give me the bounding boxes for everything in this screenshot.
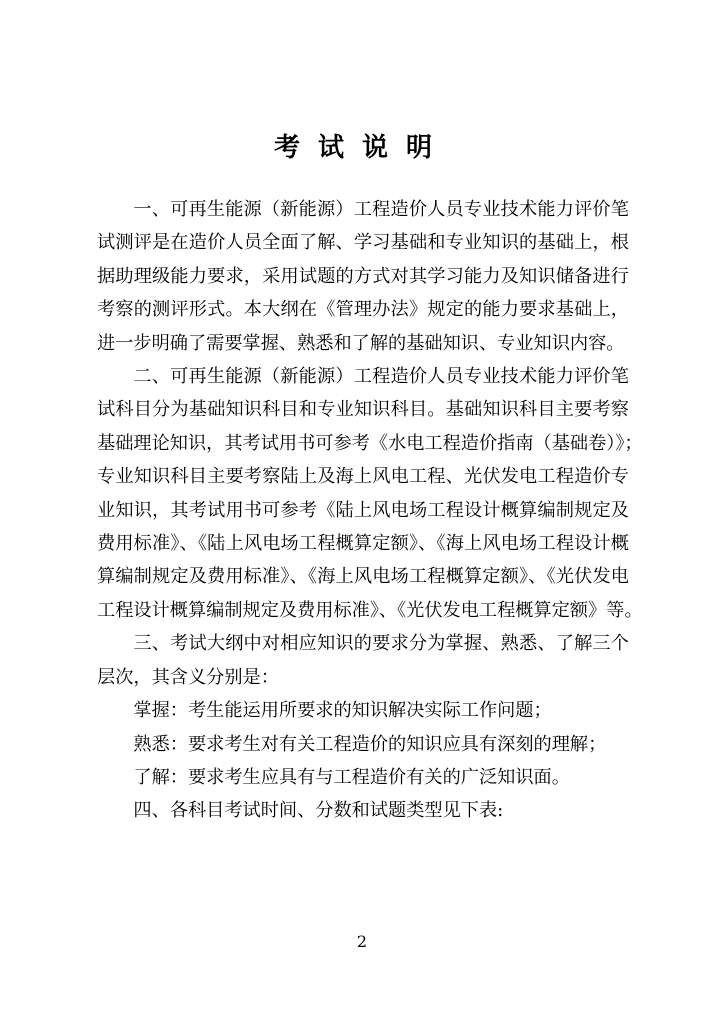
text-line: 三、考试大纲中对相应知识的要求分为掌握、熟悉、了解三个	[133, 633, 629, 655]
text-line: 费用标准》、《陆上风电场工程概算定额》、《海上风电场工程设计概	[97, 533, 629, 555]
text-line: 一、可再生能源（新能源）工程造价人员专业技术能力评价笔	[133, 199, 629, 220]
text-line: 进一步明确了需要掌握、熟悉和了解的基础知识、专业知识内容。	[97, 332, 625, 354]
text-line: 工程设计概算编制规定及费用标准》、《光伏发电工程概算定额》等。	[97, 599, 643, 621]
page-number: 2	[356, 932, 368, 951]
paragraph-1	[97, 193, 629, 360]
text-line: 掌握：考生能运用所要求的知识解决实际工作问题；	[133, 700, 552, 722]
text-line: 四、各科目考试时间、分数和试题类型见下表:	[133, 800, 504, 822]
text-line: 层次，其含义分别是：	[97, 666, 279, 688]
body-text	[97, 193, 643, 828]
text-line: 基础理论知识，其考试用书可参考《水电工程造价指南（基础卷）》；	[97, 432, 643, 454]
text-line: 算编制规定及费用标准》、《海上风电场工程概算定额》、《光伏发电	[97, 566, 629, 588]
text-line: 专业知识科目主要考察陆上及海上风电工程、光伏发电工程造价专	[97, 466, 629, 488]
text-line: 了解：要求考生应具有与工程造价有关的广泛知识面。	[133, 766, 570, 788]
text-line: 熟悉：要求考生对有关工程造价的知识应具有深刻的理解；	[133, 733, 607, 755]
paragraph-3	[97, 627, 629, 694]
definition-familiar	[97, 728, 629, 761]
text-line: 据助理级能力要求，采用试题的方式对其学习能力及知识储备进行	[97, 265, 629, 287]
text-line: 考察的测评形式。本大纲在《管理办法》规定的能力要求基础上，	[97, 299, 629, 321]
text-line: 二、可再生能源（新能源）工程造价人员专业技术能力评价笔	[133, 366, 629, 388]
paragraph-4	[97, 794, 629, 827]
definition-understand	[97, 761, 629, 794]
page-title: 考试说明	[273, 133, 450, 163]
text-line: 试测评是在造价人员全面了解、学习基础和专业知识的基础上，根	[97, 232, 629, 254]
text-line: 业知识，其考试用书可参考《陆上风电场工程设计概算编制规定及	[97, 499, 629, 521]
text-line: 试科目分为基础知识科目和专业知识科目。基础知识科目主要考察	[97, 399, 629, 421]
paragraph-2	[97, 360, 643, 627]
definition-master	[97, 694, 629, 727]
